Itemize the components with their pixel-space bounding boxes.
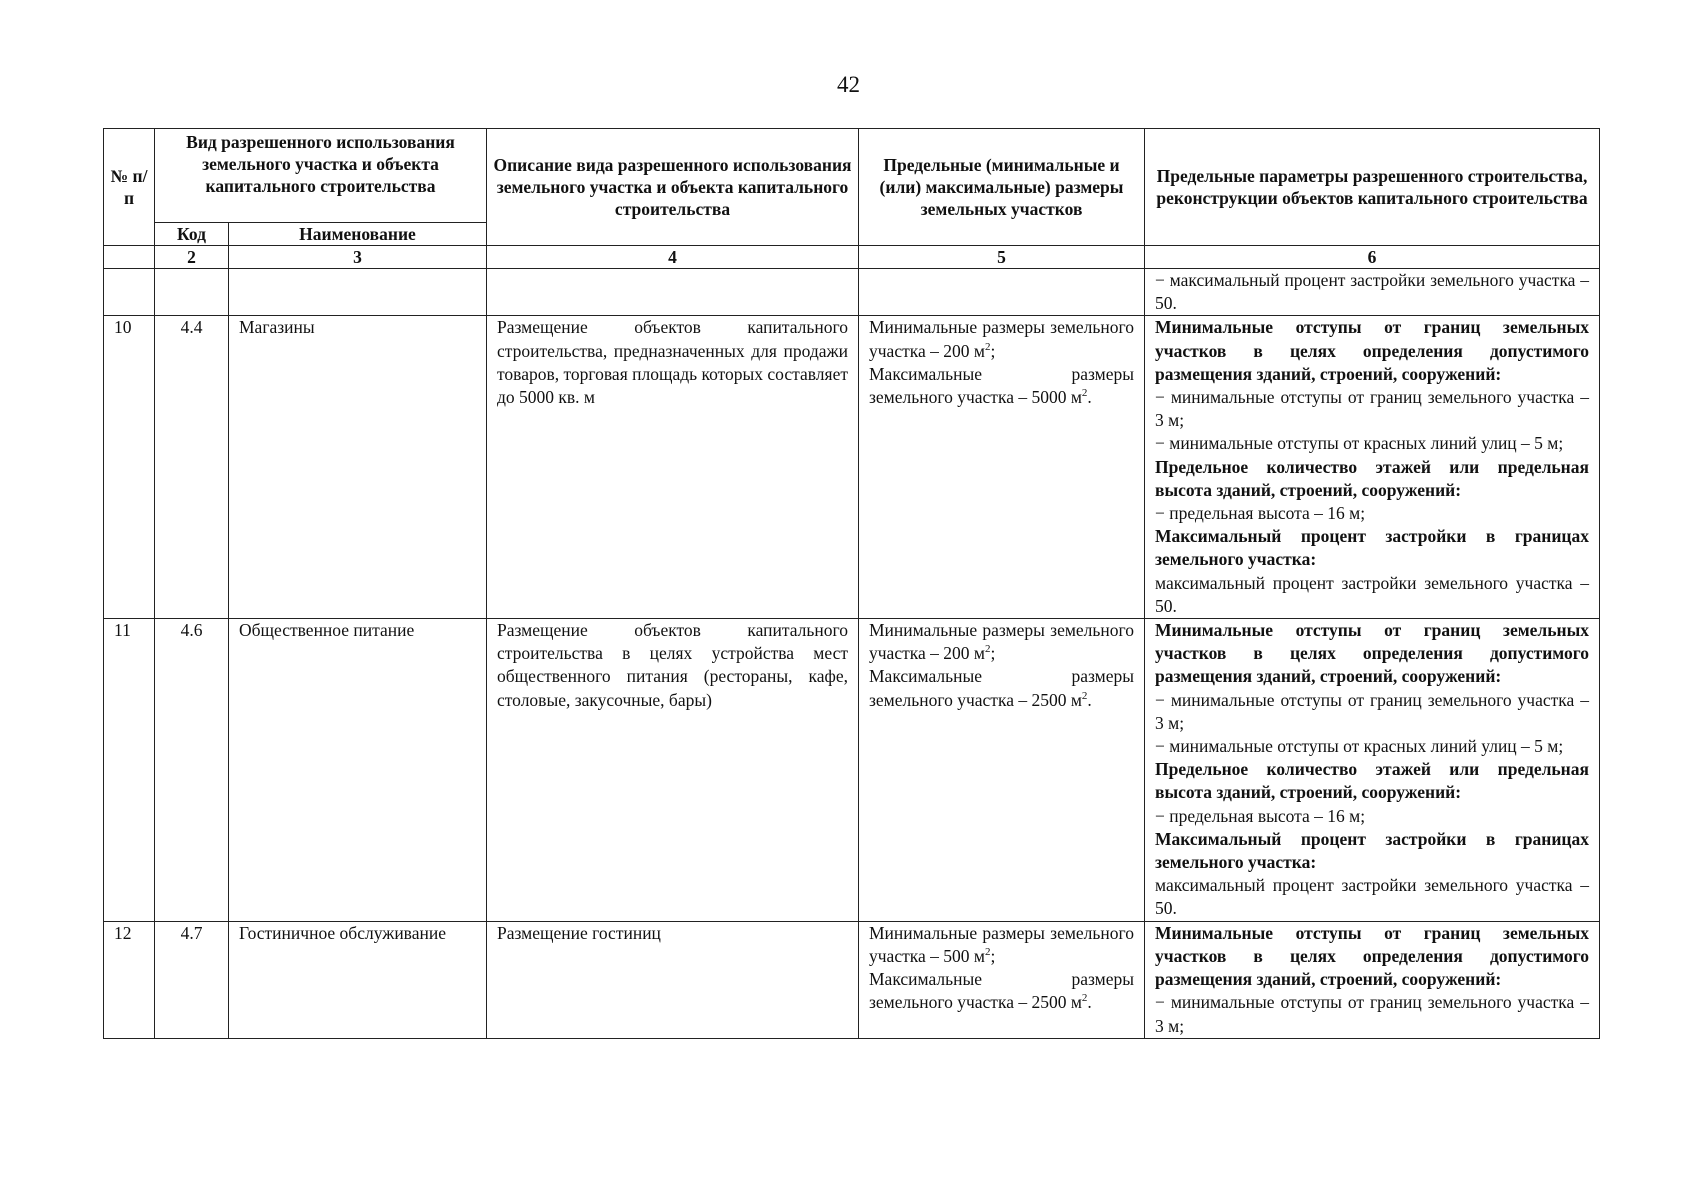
col-number: 6 — [1145, 246, 1600, 269]
param-item: − минимальные отступы от границ земельного участка – 3 м; — [1155, 689, 1589, 733]
param-item: − предельная высота – 16 м; — [1155, 503, 1366, 524]
param-item: − минимальные отступы от красных линий улиц – 5 м; — [1155, 736, 1564, 757]
table-row — [104, 269, 1600, 316]
header-razmery: Предельные (минимальные и (или) максимальные) размеры земельных участков — [859, 129, 1145, 246]
row-code: 4.6 — [155, 619, 229, 922]
continuation-text: − максимальный процент застройки земельного участка – 50. — [1145, 269, 1600, 316]
page-number: 42 — [837, 72, 860, 97]
header-num: № п/п — [104, 129, 155, 246]
row-name: Гостиничное обслуживание — [229, 921, 487, 1038]
header-opisanie: Описание вида разрешенного использования земельного участка и объекта капитального строительства — [487, 129, 859, 246]
header-parametry: Предельные параметры разрешенного строительства, реконструкции объектов капитального строительства — [1145, 129, 1600, 246]
param-heading: Минимальные отступы от границ земельных участков в целях определения допустимого размещения зданий, строений, сооружений: — [1155, 620, 1589, 687]
size-max: Максимальные размеры земельного участка – 5000 м — [869, 363, 1134, 408]
col-number: 2 — [155, 246, 229, 269]
row-number: 10 — [104, 316, 155, 619]
row-code: 4.4 — [155, 316, 229, 619]
param-item: − минимальные отступы от красных линий улиц – 5 м; — [1155, 433, 1564, 454]
row-number: 12 — [104, 921, 155, 1038]
row-name: Общественное питание — [229, 619, 487, 922]
row-sizes: Минимальные размеры земельного участка – 500 $м^2$; Максимальные размеры земельного участка – 2500 $м^2$. — [859, 921, 1145, 1038]
param-heading: Максимальный процент застройки в границах земельного участка: — [1155, 526, 1589, 570]
header-kod: Код — [155, 223, 229, 246]
row-sizes: Минимальные размеры земельного участка – 200 $м^2$; Максимальные размеры земельного участка – 5000 $м^2$. — [859, 316, 1145, 619]
param-heading: Максимальный процент застройки в границах земельного участка: — [1155, 828, 1589, 873]
param-heading: Предельное количество этажей или предельная высота зданий, строений, сооружений: — [1155, 456, 1589, 500]
row-code: 4.7 — [155, 921, 229, 1038]
size-min: Минимальные размеры земельного участка – 500 м — [869, 922, 1134, 966]
param-item: максимальный процент застройки земельного участка – 50. — [1155, 875, 1589, 919]
row-parameters — [1145, 921, 1600, 1038]
header-naim: Наименование — [229, 223, 487, 246]
table-row — [104, 316, 1600, 619]
size-min: Минимальные размеры земельного участка – 200 м — [869, 317, 1134, 361]
size-min: Минимальные размеры земельного участка – 200 м — [869, 620, 1134, 664]
column-number-row — [104, 246, 1600, 269]
param-heading: Предельное количество этажей или предельная высота зданий, строений, сооружений: — [1155, 759, 1589, 803]
col-number — [104, 246, 155, 269]
header-vid-group: Вид разрешенного использования земельного участка и объекта капитального строительства — [155, 129, 487, 223]
row-description: Размещение объектов капитального строительства, предназначенных для продажи товаров, торговая площадь которых составляет до 5000 кв. м — [487, 316, 859, 619]
table-row — [104, 921, 1600, 1038]
table-row — [104, 619, 1600, 922]
col-number: 5 — [859, 246, 1145, 269]
row-sizes: Минимальные размеры земельного участка – 200 $м^2$; Максимальные размеры земельного участка – 2500 $м^2$. — [859, 619, 1145, 922]
param-heading: Минимальные отступы от границ земельных участков в целях определения допустимого размещения зданий, строений, сооружений: — [1155, 922, 1589, 990]
size-max: Максимальные размеры земельного участка – 2500 м — [869, 666, 1134, 710]
row-number: 11 — [104, 619, 155, 922]
row-parameters — [1145, 619, 1600, 922]
param-item: − минимальные отступы от границ земельного участка – 3 м; — [1155, 992, 1589, 1036]
param-item: − предельная высота – 16 м; — [1155, 805, 1366, 826]
row-parameters — [1145, 316, 1600, 619]
row-description: Размещение гостиниц — [487, 921, 859, 1038]
param-heading: Минимальные отступы от границ земельных участков в целях определения допустимого размещения зданий, строений, сооружений: — [1155, 317, 1589, 384]
row-description: Размещение объектов капитального строительства в целях устройства мест общественного питания (рестораны, кафе, столовые, закусочные, бары) — [487, 619, 859, 922]
regulations-table — [103, 128, 1600, 1039]
param-item: максимальный процент застройки земельного участка – 50. — [1155, 572, 1589, 616]
row-name: Магазины — [229, 316, 487, 619]
param-item: − минимальные отступы от границ земельного участка – 3 м; — [1155, 387, 1589, 431]
col-number: 4 — [487, 246, 859, 269]
size-max: Максимальные размеры земельного участка – 2500 м — [869, 969, 1134, 1013]
col-number: 3 — [229, 246, 487, 269]
